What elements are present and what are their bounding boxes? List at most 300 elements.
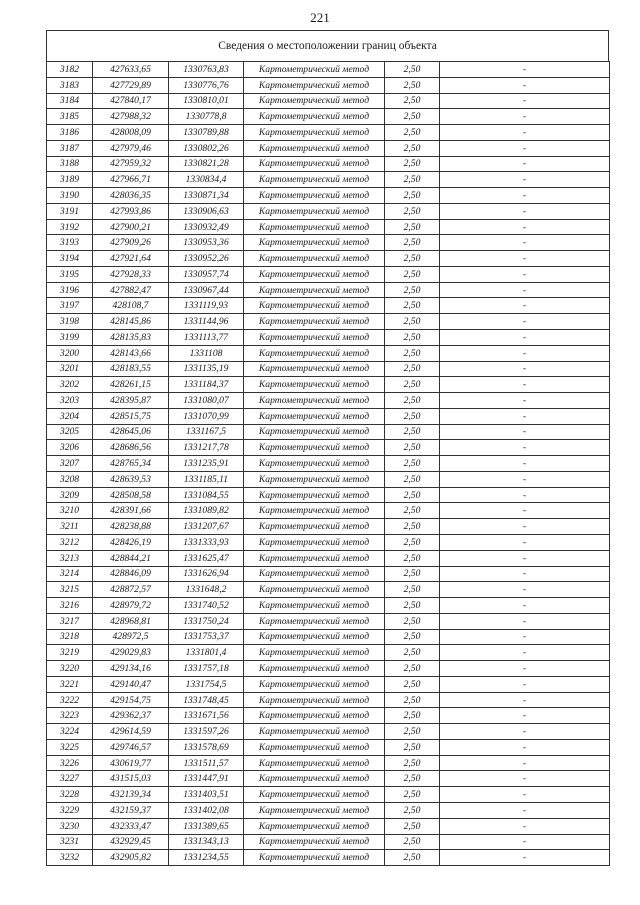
method-cell: Картометрический метод — [244, 692, 385, 708]
description-cell: - — [440, 235, 610, 251]
description-cell: - — [440, 850, 610, 866]
table-row — [47, 156, 610, 172]
description-cell: - — [440, 739, 610, 755]
table-row — [47, 377, 610, 393]
accuracy-cell: 2,50 — [385, 172, 440, 188]
table-row — [47, 850, 610, 866]
method-cell: Картометрический метод — [244, 109, 385, 125]
method-cell: Картометрический метод — [244, 550, 385, 566]
description-cell: - — [440, 550, 610, 566]
table-row — [47, 566, 610, 582]
coordinates-table — [46, 61, 610, 866]
y-coordinate-cell: 1331119,93 — [169, 298, 244, 314]
description-cell: - — [440, 282, 610, 298]
x-coordinate-cell: 428391,66 — [93, 503, 169, 519]
description-cell: - — [440, 787, 610, 803]
y-coordinate-cell: 1330871,34 — [169, 188, 244, 204]
point-number-cell: 3211 — [47, 519, 93, 535]
table-row — [47, 408, 610, 424]
point-number-cell: 3201 — [47, 361, 93, 377]
y-coordinate-cell: 1330952,26 — [169, 251, 244, 267]
description-cell: - — [440, 219, 610, 235]
point-number-cell: 3192 — [47, 219, 93, 235]
table-row — [47, 519, 610, 535]
method-cell: Картометрический метод — [244, 613, 385, 629]
x-coordinate-cell: 429614,59 — [93, 724, 169, 740]
x-coordinate-cell: 428183,55 — [93, 361, 169, 377]
table-row — [47, 251, 610, 267]
accuracy-cell: 2,50 — [385, 550, 440, 566]
table-row — [47, 598, 610, 614]
y-coordinate-cell: 1331070,99 — [169, 408, 244, 424]
x-coordinate-cell: 428686,56 — [93, 440, 169, 456]
method-cell: Картометрический метод — [244, 125, 385, 141]
x-coordinate-cell: 432159,37 — [93, 802, 169, 818]
x-coordinate-cell: 428395,87 — [93, 393, 169, 409]
accuracy-cell: 2,50 — [385, 408, 440, 424]
method-cell: Картометрический метод — [244, 834, 385, 850]
description-cell: - — [440, 188, 610, 204]
table-row — [47, 661, 610, 677]
point-number-cell: 3203 — [47, 393, 93, 409]
description-cell: - — [440, 377, 610, 393]
method-cell: Картометрический метод — [244, 140, 385, 156]
point-number-cell: 3228 — [47, 787, 93, 803]
y-coordinate-cell: 1331089,82 — [169, 503, 244, 519]
y-coordinate-cell: 1331080,07 — [169, 393, 244, 409]
method-cell: Картометрический метод — [244, 739, 385, 755]
point-number-cell: 3191 — [47, 203, 93, 219]
table-row — [47, 219, 610, 235]
y-coordinate-cell: 1331597,26 — [169, 724, 244, 740]
accuracy-cell: 2,50 — [385, 377, 440, 393]
accuracy-cell: 2,50 — [385, 109, 440, 125]
point-number-cell: 3193 — [47, 235, 93, 251]
point-number-cell: 3185 — [47, 109, 93, 125]
description-cell: - — [440, 724, 610, 740]
accuracy-cell: 2,50 — [385, 424, 440, 440]
description-cell: - — [440, 802, 610, 818]
table-row — [47, 739, 610, 755]
point-number-cell: 3223 — [47, 708, 93, 724]
method-cell: Картометрический метод — [244, 330, 385, 346]
x-coordinate-cell: 428765,34 — [93, 456, 169, 472]
y-coordinate-cell: 1331626,94 — [169, 566, 244, 582]
accuracy-cell: 2,50 — [385, 582, 440, 598]
point-number-cell: 3188 — [47, 156, 93, 172]
x-coordinate-cell: 427921,64 — [93, 251, 169, 267]
point-number-cell: 3190 — [47, 188, 93, 204]
table-row — [47, 503, 610, 519]
accuracy-cell: 2,50 — [385, 314, 440, 330]
y-coordinate-cell: 1331343,13 — [169, 834, 244, 850]
description-cell: - — [440, 771, 610, 787]
x-coordinate-cell: 427909,26 — [93, 235, 169, 251]
y-coordinate-cell: 1330932,49 — [169, 219, 244, 235]
point-number-cell: 3207 — [47, 456, 93, 472]
table-row — [47, 787, 610, 803]
x-coordinate-cell: 428515,75 — [93, 408, 169, 424]
description-cell: - — [440, 393, 610, 409]
x-coordinate-cell: 428261,15 — [93, 377, 169, 393]
point-number-cell: 3229 — [47, 802, 93, 818]
x-coordinate-cell: 428145,86 — [93, 314, 169, 330]
x-coordinate-cell: 432333,47 — [93, 818, 169, 834]
accuracy-cell: 2,50 — [385, 361, 440, 377]
accuracy-cell: 2,50 — [385, 345, 440, 361]
description-cell: - — [440, 487, 610, 503]
method-cell: Картометрический метод — [244, 645, 385, 661]
accuracy-cell: 2,50 — [385, 203, 440, 219]
method-cell: Картометрический метод — [244, 361, 385, 377]
description-cell: - — [440, 125, 610, 141]
method-cell: Картометрический метод — [244, 708, 385, 724]
accuracy-cell: 2,50 — [385, 298, 440, 314]
y-coordinate-cell: 1331748,45 — [169, 692, 244, 708]
table-row — [47, 534, 610, 550]
x-coordinate-cell: 432929,45 — [93, 834, 169, 850]
description-cell: - — [440, 345, 610, 361]
method-cell: Картометрический метод — [244, 172, 385, 188]
table-row — [47, 645, 610, 661]
y-coordinate-cell: 1330953,36 — [169, 235, 244, 251]
x-coordinate-cell: 429362,37 — [93, 708, 169, 724]
y-coordinate-cell: 1331185,11 — [169, 471, 244, 487]
accuracy-cell: 2,50 — [385, 692, 440, 708]
description-cell: - — [440, 251, 610, 267]
accuracy-cell: 2,50 — [385, 724, 440, 740]
method-cell: Картометрический метод — [244, 519, 385, 535]
y-coordinate-cell: 1330802,26 — [169, 140, 244, 156]
x-coordinate-cell: 427882,47 — [93, 282, 169, 298]
y-coordinate-cell: 1330834,4 — [169, 172, 244, 188]
description-cell: - — [440, 93, 610, 109]
table-row — [47, 361, 610, 377]
description-cell: - — [440, 77, 610, 93]
accuracy-cell: 2,50 — [385, 739, 440, 755]
accuracy-cell: 2,50 — [385, 393, 440, 409]
y-coordinate-cell: 1331144,96 — [169, 314, 244, 330]
accuracy-cell: 2,50 — [385, 629, 440, 645]
description-cell: - — [440, 534, 610, 550]
x-coordinate-cell: 428846,09 — [93, 566, 169, 582]
table-row — [47, 550, 610, 566]
point-number-cell: 3204 — [47, 408, 93, 424]
method-cell: Картометрический метод — [244, 471, 385, 487]
description-cell: - — [440, 330, 610, 346]
accuracy-cell: 2,50 — [385, 519, 440, 535]
y-coordinate-cell: 1331447,91 — [169, 771, 244, 787]
method-cell: Картометрический метод — [244, 724, 385, 740]
description-cell: - — [440, 818, 610, 834]
y-coordinate-cell: 1331167,5 — [169, 424, 244, 440]
point-number-cell: 3214 — [47, 566, 93, 582]
table-row — [47, 471, 610, 487]
point-number-cell: 3208 — [47, 471, 93, 487]
point-number-cell: 3222 — [47, 692, 93, 708]
table-body — [47, 62, 610, 866]
table-row — [47, 125, 610, 141]
method-cell: Картометрический метод — [244, 456, 385, 472]
accuracy-cell: 2,50 — [385, 140, 440, 156]
y-coordinate-cell: 1331235,91 — [169, 456, 244, 472]
description-cell: - — [440, 298, 610, 314]
method-cell: Картометрический метод — [244, 314, 385, 330]
y-coordinate-cell: 1330776,76 — [169, 77, 244, 93]
method-cell: Картометрический метод — [244, 598, 385, 614]
table-row — [47, 487, 610, 503]
table-row — [47, 834, 610, 850]
table-row — [47, 140, 610, 156]
y-coordinate-cell: 1331578,69 — [169, 739, 244, 755]
x-coordinate-cell: 428972,5 — [93, 629, 169, 645]
x-coordinate-cell: 427928,33 — [93, 266, 169, 282]
point-number-cell: 3217 — [47, 613, 93, 629]
point-number-cell: 3196 — [47, 282, 93, 298]
table-row — [47, 266, 610, 282]
accuracy-cell: 2,50 — [385, 125, 440, 141]
point-number-cell: 3216 — [47, 598, 93, 614]
description-cell: - — [440, 613, 610, 629]
x-coordinate-cell: 428135,83 — [93, 330, 169, 346]
method-cell: Картометрический метод — [244, 93, 385, 109]
method-cell: Картометрический метод — [244, 534, 385, 550]
x-coordinate-cell: 428143,66 — [93, 345, 169, 361]
method-cell: Картометрический метод — [244, 77, 385, 93]
y-coordinate-cell: 1331113,77 — [169, 330, 244, 346]
description-cell: - — [440, 440, 610, 456]
x-coordinate-cell: 429154,75 — [93, 692, 169, 708]
description-cell: - — [440, 314, 610, 330]
y-coordinate-cell: 1331757,18 — [169, 661, 244, 677]
point-number-cell: 3183 — [47, 77, 93, 93]
table-row — [47, 771, 610, 787]
x-coordinate-cell: 430619,77 — [93, 755, 169, 771]
accuracy-cell: 2,50 — [385, 219, 440, 235]
x-coordinate-cell: 429029,83 — [93, 645, 169, 661]
table-row — [47, 755, 610, 771]
table-row — [47, 93, 610, 109]
method-cell: Картометрический метод — [244, 408, 385, 424]
y-coordinate-cell: 1331648,2 — [169, 582, 244, 598]
method-cell: Картометрический метод — [244, 582, 385, 598]
x-coordinate-cell: 432905,82 — [93, 850, 169, 866]
accuracy-cell: 2,50 — [385, 440, 440, 456]
accuracy-cell: 2,50 — [385, 771, 440, 787]
point-number-cell: 3209 — [47, 487, 93, 503]
x-coordinate-cell: 428979,72 — [93, 598, 169, 614]
x-coordinate-cell: 427729,89 — [93, 77, 169, 93]
method-cell: Картометрический метод — [244, 566, 385, 582]
description-cell: - — [440, 676, 610, 692]
description-cell: - — [440, 645, 610, 661]
x-coordinate-cell: 427959,32 — [93, 156, 169, 172]
table-row — [47, 424, 610, 440]
table-row — [47, 62, 610, 78]
method-cell: Картометрический метод — [244, 251, 385, 267]
table-row — [47, 203, 610, 219]
accuracy-cell: 2,50 — [385, 487, 440, 503]
y-coordinate-cell: 1330778,8 — [169, 109, 244, 125]
x-coordinate-cell: 428844,21 — [93, 550, 169, 566]
y-coordinate-cell: 1330763,83 — [169, 62, 244, 78]
method-cell: Картометрический метод — [244, 440, 385, 456]
point-number-cell: 3186 — [47, 125, 93, 141]
point-number-cell: 3210 — [47, 503, 93, 519]
point-number-cell: 3220 — [47, 661, 93, 677]
y-coordinate-cell: 1331084,55 — [169, 487, 244, 503]
y-coordinate-cell: 1331753,37 — [169, 629, 244, 645]
method-cell: Картометрический метод — [244, 676, 385, 692]
table-row — [47, 440, 610, 456]
method-cell: Картометрический метод — [244, 818, 385, 834]
method-cell: Картометрический метод — [244, 755, 385, 771]
description-cell: - — [440, 692, 610, 708]
point-number-cell: 3213 — [47, 550, 93, 566]
point-number-cell: 3205 — [47, 424, 93, 440]
x-coordinate-cell: 427979,46 — [93, 140, 169, 156]
accuracy-cell: 2,50 — [385, 503, 440, 519]
accuracy-cell: 2,50 — [385, 235, 440, 251]
x-coordinate-cell: 428872,57 — [93, 582, 169, 598]
accuracy-cell: 2,50 — [385, 834, 440, 850]
description-cell: - — [440, 266, 610, 282]
accuracy-cell: 2,50 — [385, 77, 440, 93]
table-row — [47, 188, 610, 204]
x-coordinate-cell: 427993,86 — [93, 203, 169, 219]
method-cell: Картометрический метод — [244, 787, 385, 803]
table-row — [47, 708, 610, 724]
method-cell: Картометрический метод — [244, 393, 385, 409]
page-number: 221 — [310, 10, 330, 25]
point-number-cell: 3227 — [47, 771, 93, 787]
accuracy-cell: 2,50 — [385, 755, 440, 771]
table-row — [47, 345, 610, 361]
point-number-cell: 3200 — [47, 345, 93, 361]
x-coordinate-cell: 428036,35 — [93, 188, 169, 204]
table-row — [47, 314, 610, 330]
y-coordinate-cell: 1331625,47 — [169, 550, 244, 566]
description-cell: - — [440, 519, 610, 535]
accuracy-cell: 2,50 — [385, 62, 440, 78]
method-cell: Картометрический метод — [244, 629, 385, 645]
point-number-cell: 3230 — [47, 818, 93, 834]
table-row — [47, 235, 610, 251]
method-cell: Картометрический метод — [244, 802, 385, 818]
description-cell: - — [440, 755, 610, 771]
description-cell: - — [440, 172, 610, 188]
x-coordinate-cell: 429746,57 — [93, 739, 169, 755]
table-row — [47, 692, 610, 708]
y-coordinate-cell: 1330789,88 — [169, 125, 244, 141]
point-number-cell: 3194 — [47, 251, 93, 267]
point-number-cell: 3219 — [47, 645, 93, 661]
description-cell: - — [440, 361, 610, 377]
description-cell: - — [440, 456, 610, 472]
description-cell: - — [440, 408, 610, 424]
point-number-cell: 3184 — [47, 93, 93, 109]
accuracy-cell: 2,50 — [385, 598, 440, 614]
point-number-cell: 3189 — [47, 172, 93, 188]
description-cell: - — [440, 62, 610, 78]
table-row — [47, 724, 610, 740]
point-number-cell: 3199 — [47, 330, 93, 346]
method-cell: Картометрический метод — [244, 503, 385, 519]
y-coordinate-cell: 1331207,67 — [169, 519, 244, 535]
table-row — [47, 393, 610, 409]
point-number-cell: 3218 — [47, 629, 93, 645]
y-coordinate-cell: 1330906,63 — [169, 203, 244, 219]
description-cell: - — [440, 598, 610, 614]
table-row — [47, 298, 610, 314]
description-cell: - — [440, 708, 610, 724]
accuracy-cell: 2,50 — [385, 156, 440, 172]
description-cell: - — [440, 140, 610, 156]
x-coordinate-cell: 429134,16 — [93, 661, 169, 677]
y-coordinate-cell: 1331754,5 — [169, 676, 244, 692]
y-coordinate-cell: 1331671,56 — [169, 708, 244, 724]
point-number-cell: 3206 — [47, 440, 93, 456]
point-number-cell: 3195 — [47, 266, 93, 282]
accuracy-cell: 2,50 — [385, 661, 440, 677]
x-coordinate-cell: 428108,7 — [93, 298, 169, 314]
point-number-cell: 3202 — [47, 377, 93, 393]
y-coordinate-cell: 1331403,51 — [169, 787, 244, 803]
x-coordinate-cell: 432139,34 — [93, 787, 169, 803]
y-coordinate-cell: 1331801,4 — [169, 645, 244, 661]
description-cell: - — [440, 503, 610, 519]
table-row — [47, 629, 610, 645]
x-coordinate-cell: 428639,53 — [93, 471, 169, 487]
y-coordinate-cell: 1331511,57 — [169, 755, 244, 771]
point-number-cell: 3221 — [47, 676, 93, 692]
description-cell: - — [440, 834, 610, 850]
method-cell: Картометрический метод — [244, 661, 385, 677]
x-coordinate-cell: 427633,65 — [93, 62, 169, 78]
y-coordinate-cell: 1331184,37 — [169, 377, 244, 393]
x-coordinate-cell: 428968,81 — [93, 613, 169, 629]
table-row — [47, 676, 610, 692]
method-cell: Картометрический метод — [244, 282, 385, 298]
y-coordinate-cell: 1330967,44 — [169, 282, 244, 298]
method-cell: Картометрический метод — [244, 850, 385, 866]
method-cell: Картометрический метод — [244, 235, 385, 251]
description-cell: - — [440, 471, 610, 487]
accuracy-cell: 2,50 — [385, 534, 440, 550]
accuracy-cell: 2,50 — [385, 251, 440, 267]
accuracy-cell: 2,50 — [385, 471, 440, 487]
table-row — [47, 582, 610, 598]
point-number-cell: 3198 — [47, 314, 93, 330]
method-cell: Картометрический метод — [244, 62, 385, 78]
point-number-cell: 3197 — [47, 298, 93, 314]
point-number-cell: 3232 — [47, 850, 93, 866]
accuracy-cell: 2,50 — [385, 676, 440, 692]
y-coordinate-cell: 1331333,93 — [169, 534, 244, 550]
accuracy-cell: 2,50 — [385, 645, 440, 661]
x-coordinate-cell: 427840,17 — [93, 93, 169, 109]
accuracy-cell: 2,50 — [385, 93, 440, 109]
x-coordinate-cell: 427900,21 — [93, 219, 169, 235]
table-row — [47, 818, 610, 834]
point-number-cell: 3231 — [47, 834, 93, 850]
method-cell: Картометрический метод — [244, 219, 385, 235]
point-number-cell: 3224 — [47, 724, 93, 740]
accuracy-cell: 2,50 — [385, 282, 440, 298]
x-coordinate-cell: 429140,47 — [93, 676, 169, 692]
y-coordinate-cell: 1331108 — [169, 345, 244, 361]
accuracy-cell: 2,50 — [385, 708, 440, 724]
